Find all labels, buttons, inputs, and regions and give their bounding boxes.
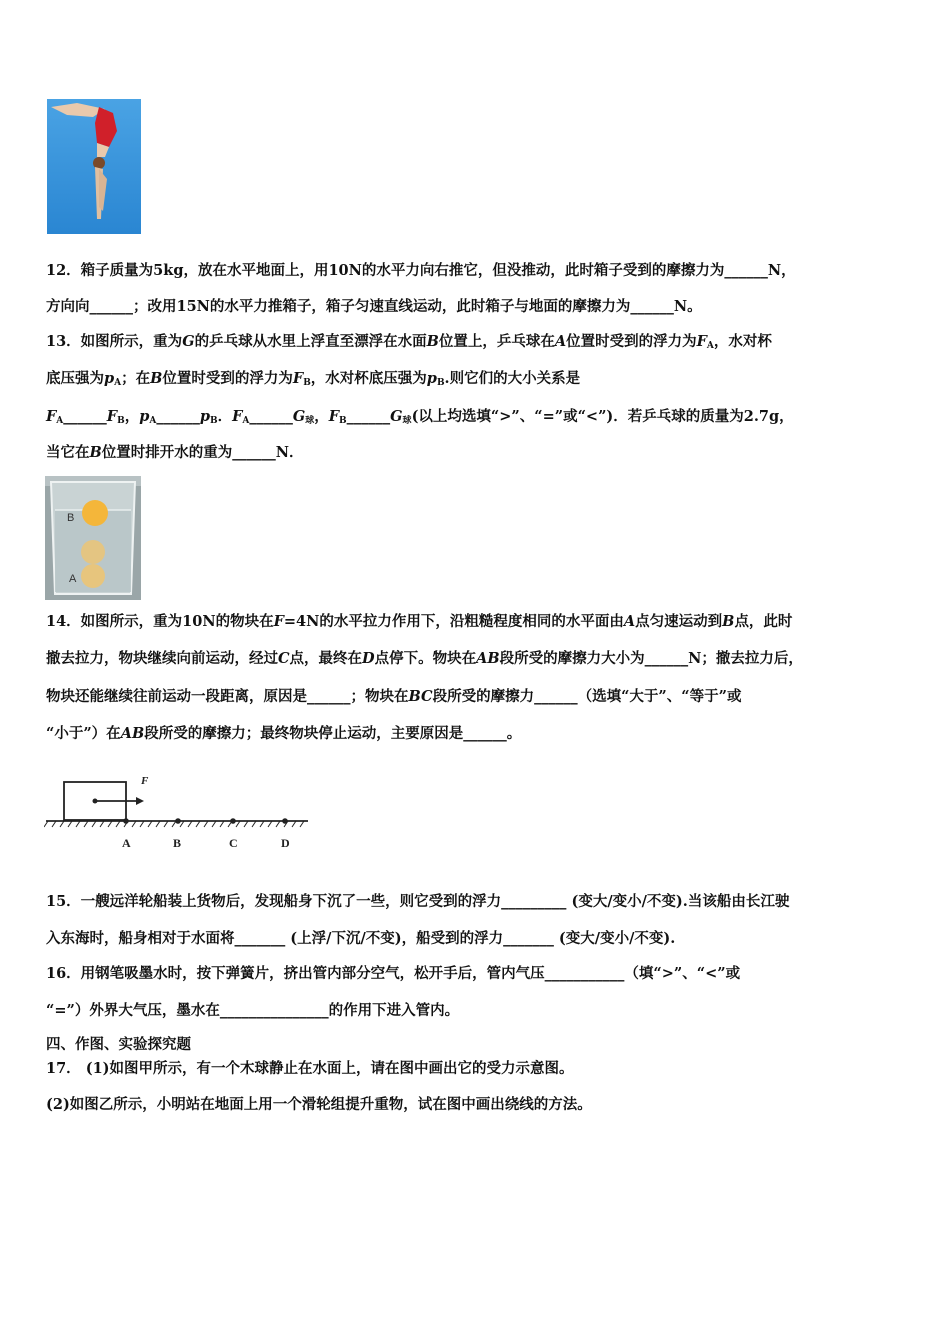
q13-line-4: 当它在B位置时排开水的重为______N． (46, 444, 304, 461)
q12-line-1: 12．箱子质量为5kg，放在水平地面上，用10N的水平力向右推它，但没推动，此时箱子受到的摩擦力为______N， (46, 262, 796, 279)
diver-photo (47, 99, 141, 234)
q13-line-3: $F_A\_\_\_\_\_\_F_B$，$p_A\_\_\_\_\_\_p_B$．$F_A\_\_\_\_\_\_G_球$，$F_B\_\_\_\_\_\_G_球$(以上均选填“>”、“=”或“<”)．若乒乓球的质量为2.7g， (46, 408, 794, 426)
q16-line-1: 16．用钢笔吸墨水时，按下弹簧片，挤出管内部分空气，松开手后，管内气压___________（填“>”、“<”或 (46, 965, 741, 982)
q12-line-2: 方向向______；改用15N的水平力推箱子，箱子匀速直线运动，此时箱子与地面的摩擦力为______N。 (46, 298, 702, 315)
block-diagram (44, 770, 314, 852)
q16-line-2: “=”）外界大气压，墨水在_______________的作用下进入管内。 (46, 1002, 460, 1019)
ball-at-a (81, 564, 105, 588)
ground-hatch (44, 821, 304, 827)
point-b (175, 818, 181, 824)
beaker-photo (45, 476, 141, 600)
point-c (230, 818, 236, 824)
beaker-label-b: B (67, 512, 75, 524)
q17-line-1: 17． (1)如图甲所示，有一个木球静止在水面上，请在图中画出它的受力示意图。 (46, 1060, 574, 1077)
q14-line-2: 撤去拉力，物块继续向前运动，经过C点，最终在D点停下。物块在AB段所受的摩擦力大小为______N；撤去拉力后， (46, 650, 803, 667)
q15-line-2: 入东海时，船身相对于水面将_______ (上浮/下沉/不变)，船受到的浮力_______ (变大/变小/不变). (46, 930, 676, 947)
point-d (282, 818, 288, 824)
q15-line-1: 15．一艘远洋轮船装上货物后，发现船身下沉了一些，则它受到的浮力_________ (变大/变小/不变).当该船由长江驶 (46, 893, 790, 910)
section-4-heading: 四、作图、实验探究题 (46, 1036, 191, 1053)
q14-line-4: “小于”）在AB段所受的摩擦力；最终物块停止运动，主要原因是______。 (46, 725, 522, 742)
point-a (123, 818, 129, 824)
beaker-label-a: A (69, 573, 77, 585)
point-b-label: B (173, 836, 182, 850)
point-d-label: D (281, 836, 290, 850)
q13-line-2: 底压强为$p_A$；在B位置时受到的浮力为$F_B$，水对杯底压强为$p_B$.则它们的大小关系是 (46, 370, 581, 388)
force-label: F (141, 775, 149, 787)
point-c-label: C (229, 836, 238, 850)
point-a-label: A (122, 836, 131, 850)
q13-line-1: 13．如图所示，重为G的乒乓球从水里上浮直至漂浮在水面B位置上，乒乓球在A位置时受到的浮力为$F_A$，水对杯 (46, 333, 772, 351)
q17-line-2: (2)如图乙所示，小明站在地面上用一个滑轮组提升重物，试在图中画出绕线的方法。 (46, 1096, 592, 1113)
ball-at-b (82, 500, 108, 526)
q14-line-3: 物块还能继续往前运动一段距离，原因是______；物块在BC段所受的摩擦力______（选填“大于”、“等于”或 (46, 688, 742, 705)
q14-line-1: 14．如图所示，重为10N的物块在F=4N的水平拉力作用下，沿粗糙程度相同的水平面由A点匀速运动到B点，此时 (46, 613, 793, 630)
